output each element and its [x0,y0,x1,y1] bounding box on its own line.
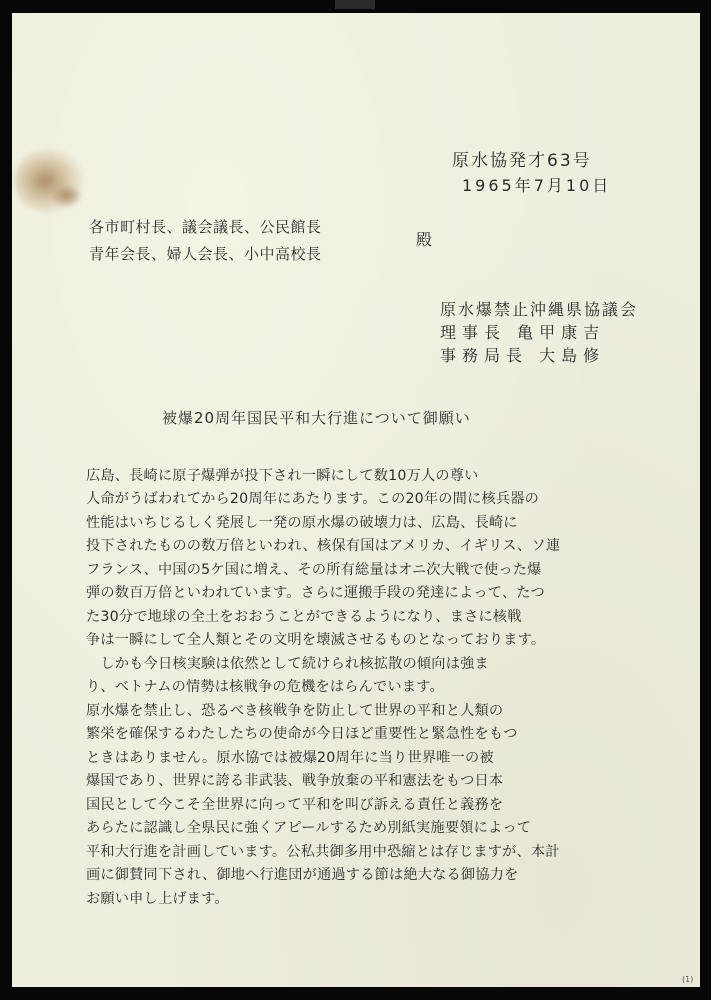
clip-mark [335,0,375,9]
stain-mark-small [52,185,82,207]
body-line: 爆国であり、世界に誇る非武装、戦争放棄の平和憲法をもつ日本 [86,773,504,789]
paper-sheet [12,13,700,987]
document-number: 原水協発才63号 [452,151,592,171]
document-subject: 被爆20周年国民平和大行進について御願い [162,409,471,427]
body-line: た30分で地球の全土をおおうことができるようになり、まさに核戦 [86,609,522,625]
body-line: 原水爆を禁止し、恐るべき核戦争を防止して世界の平和と人類の [86,703,504,719]
addressee-line: 青年会長、婦人会長、小中高校長 [89,245,322,263]
body-line: 国民として今こそ全世界に向って平和を叫び訴える責任と義務を [86,797,504,813]
body-line: ときはありません。原水協では被爆20周年に当り世界唯一の被 [86,750,494,766]
body-line: あらたに認識し全県民に強くアピールするため別紙実施要領によって [86,820,532,836]
body-line: 広島、長崎に原子爆弾が投下され一瞬にして数10万人の尊い [86,468,479,484]
sender-organization: 原水爆禁止沖縄県協議会 [440,300,639,319]
sender-chairman: 理事長 亀甲康吉 [440,323,606,342]
body-line: しかも今日核実験は依然として続けられ核拡散の傾向は強ま [86,656,489,672]
sender-secretary: 事務局長 大島修 [440,346,606,365]
addressee-line: 各市町村長、議会議長、公民館長 [89,218,322,236]
body-line: 弾の数百万倍といわれています。さらに運搬手段の発達によって、たつ [86,585,545,601]
body-line: 画に御賛同下され、御地へ行進団が通過する節は絶大なる御協力を [86,867,519,883]
body-line: 人命がうばわれてから20周年にあたります。この20年の間に核兵器の [86,491,540,507]
body-line: 繁栄を確保するわたしたちの使命が今日ほど重要性と緊急性をもつ [86,726,518,742]
body-line: お願い申し上げます。 [86,891,229,907]
body-line: 争は一瞬にして全人類とその文明を壊滅させるものとなっております。 [86,632,546,648]
page-number: (1) [682,975,694,984]
body-line: 性能はいちじるしく発展し一発の原水爆の破壊力は、広島、長崎に [86,515,518,531]
body-line: り、ベトナムの情勢は核戦争の危機をはらんでいます。 [86,679,444,695]
body-line: 投下されたものの数万倍といわれ、核保有国はアメリカ、イギリス、ソ連 [86,538,561,554]
document-date: 1965年7月10日 [462,176,612,195]
body-line: 平和大行進を計画しています。公私共御多用中恐縮とは存じますが、本計 [86,844,560,860]
addressee-honorific: 殿 [416,230,434,249]
body-line: フランス、中国の5ケ国に増え、その所有総量はオニ次大戦で使った爆 [86,562,542,578]
